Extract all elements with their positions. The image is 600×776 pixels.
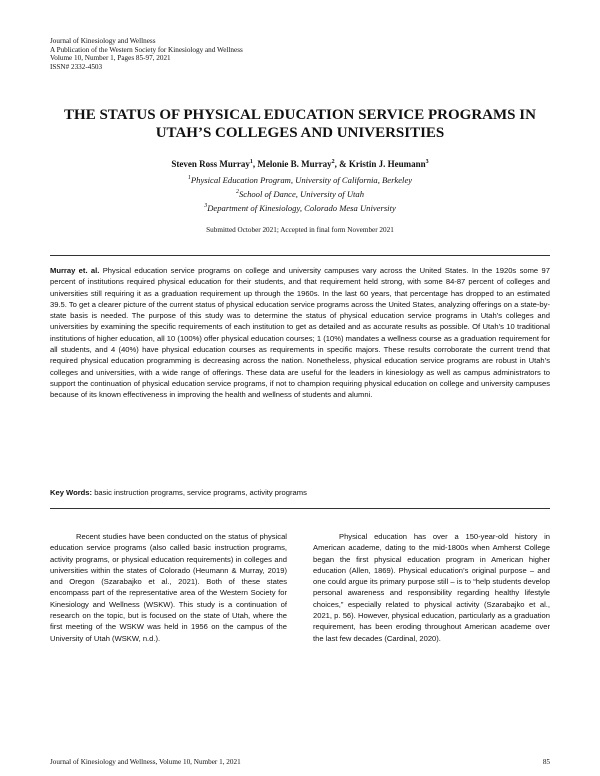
abstract (50, 265, 550, 401)
author-name: Steven Ross Murray (171, 159, 250, 169)
body-column-left (50, 531, 287, 644)
affiliation-text: Department of Kinesiology, Colorado Mesa University (207, 202, 396, 213)
affiliation (50, 186, 550, 200)
journal-header (50, 37, 243, 71)
abstract-lead: Murray et. al. (50, 266, 100, 275)
body-paragraph: Physical education has over a 150-year-old history in American academe, dating to the mid-1800s when Amherst College began the first physical education program in American higher education (Allen, 1869). Physical education’s original purpose – and one could argue its primary purpose still – is to “help students develop personal awareness and responsibility regarding healthy lifestyle choices,” especially related to physical activity (Szarabajko et al., 2021, p. 56). However, physical education, particularly as a graduation requirement, has been eroding throughout American academe over the last few decades (Cardinal, 2020). (313, 532, 550, 643)
divider-bottom (50, 508, 550, 509)
keywords (50, 488, 550, 497)
author-name: Kristin J. Heumann (348, 159, 426, 169)
author-list (50, 159, 550, 169)
author-name: Melonie B. Murray (257, 159, 332, 169)
abstract-text: Physical education service programs on college and university campuses vary across the United States. In the 1920s some 97 percent of institutions required physical education for their students, and that requirement held strong, with some 84-87 percent of colleges and universities still requiring it as a graduation requirement up through the 1960s. In the last 60 years, that percentage has dropped to an estimated 39.5. To get a clearer picture of the current status of physical education service programs across the United States, analyzing offerings on a state-by-state basis is needed. The purpose of this study was to determine the status of physical education service programs in Utah’s colleges and universities by examining the specific requirements of each institution to get as detailed and as accurate results as possible. Of Utah’s 10 traditional institutions of higher education, all 10 (100%) offer physical education courses; 1 (10%) mandates a wellness course as a graduation requirement for all students, and 4 (40%) have physical education courses as requirements in specific majors. These results corroborate the current trend that required physical education programming is decreasing across the nation. Nonetheless, physical education service programs are robust in Utah’s colleges and universities, with a wide range of offerings. These data are useful for the leaders in kinesiology as well as campus administrators to support the continuation of physical education service programs, if not to champion requiring physical education on college and university campuses because of its known effectiveness in improving the health and wellness of students and alumni. (50, 266, 550, 400)
author-superscript: 1 (249, 159, 253, 165)
page-footer (50, 758, 550, 766)
divider-top (50, 255, 550, 256)
affiliation-superscript: 3 (204, 202, 208, 209)
affiliation-text: Physical Education Program, University of California, Berkeley (190, 174, 413, 185)
affiliation-superscript: 2 (235, 188, 239, 195)
footer-citation: Journal of Kinesiology and Wellness, Volume 10, Number 1, 2021 (50, 758, 241, 766)
affiliation (50, 200, 550, 214)
journal-issn: ISSN# 2332-4503 (50, 62, 103, 71)
affiliation-superscript: 1 (187, 175, 191, 181)
author-superscript: 3 (425, 159, 429, 165)
journal-name: Journal of Kinesiology and Wellness (50, 37, 156, 45)
journal-volume: Volume 10, Number 1, Pages 85-97, 2021 (50, 54, 171, 63)
author-separator: , (252, 159, 258, 169)
keywords-text: basic instruction programs, service programs, activity programs (94, 488, 307, 497)
author-separator: , & (334, 159, 349, 169)
affiliation-list (50, 172, 550, 214)
page-number: 85 (542, 758, 550, 766)
body-paragraph: Recent studies have been conducted on the status of physical education service programs (also called basic instruction programs, activity programs, or physical education requirements) in colleges and universities within the states of Colorado (Heumann & Murray, 2019) and Oregon (Szarabajko et al., 2021). Both of these states encompass part of the representative area of the Western Society for Kinesiology and Wellness (WSKW). This study is a continuation of research on the topic, but is focused on the state of Utah, where the first meeting of the WSKW was held in 1956 on the campus of the University of Utah (WSKW, n.d.). (50, 532, 287, 643)
keywords-label: Key Words: (50, 488, 93, 497)
article-title: THE STATUS OF PHYSICAL EDUCATION SERVICE PROGRAMS IN UTAH’S COLLEGES AND UNIVERSITIES (64, 107, 536, 141)
submission-dates: Submitted October 2021; Accepted in final form November 2021 (206, 226, 394, 234)
affiliation-text: School of Dance, University of Utah (238, 188, 365, 199)
author-superscript: 2 (331, 159, 335, 165)
journal-publisher: A Publication of the Western Society for Kinesiology and Wellness (50, 45, 243, 54)
affiliation (50, 172, 550, 186)
body-column-right (313, 531, 550, 644)
